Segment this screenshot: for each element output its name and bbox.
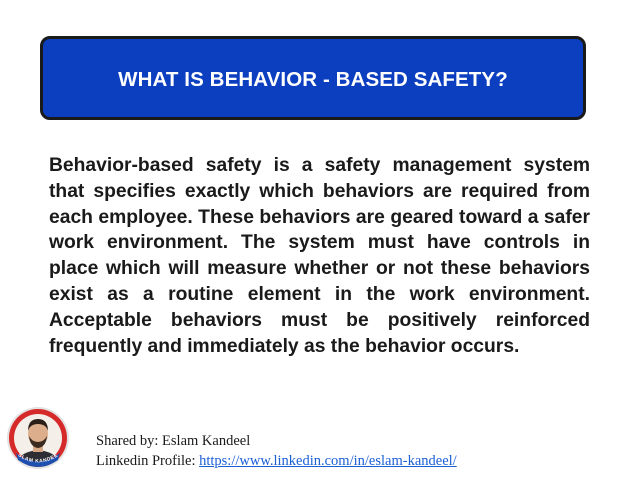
avatar-badge-text: SLAM KANDEE (16, 452, 60, 465)
title-banner (40, 36, 586, 120)
linkedin-label: Linkedin Profile: (96, 453, 200, 469)
credits-block (96, 431, 457, 471)
slide-title: WHAT IS BEHAVIOR - BASED SAFETY? (118, 68, 508, 91)
linkedin-profile-link[interactable]: https://www.linkedin.com/in/eslam-kandeel/ (199, 453, 457, 469)
author-avatar-icon (6, 406, 70, 470)
linkedin-line (96, 451, 457, 471)
shared-by-text: Shared by: Eslam Kandeel (96, 433, 251, 449)
body-paragraph: Behavior-based safety is a safety management system that specifies exactly which behaviors are required from each employee. These behaviors are geared toward a safer work environment. The system must have controls in place which will measure whether or not these behaviors exist as a routine element in the work environment. Acceptable behaviors must be positively reinforced frequently and immediately as the behavior occurs. (49, 155, 590, 357)
